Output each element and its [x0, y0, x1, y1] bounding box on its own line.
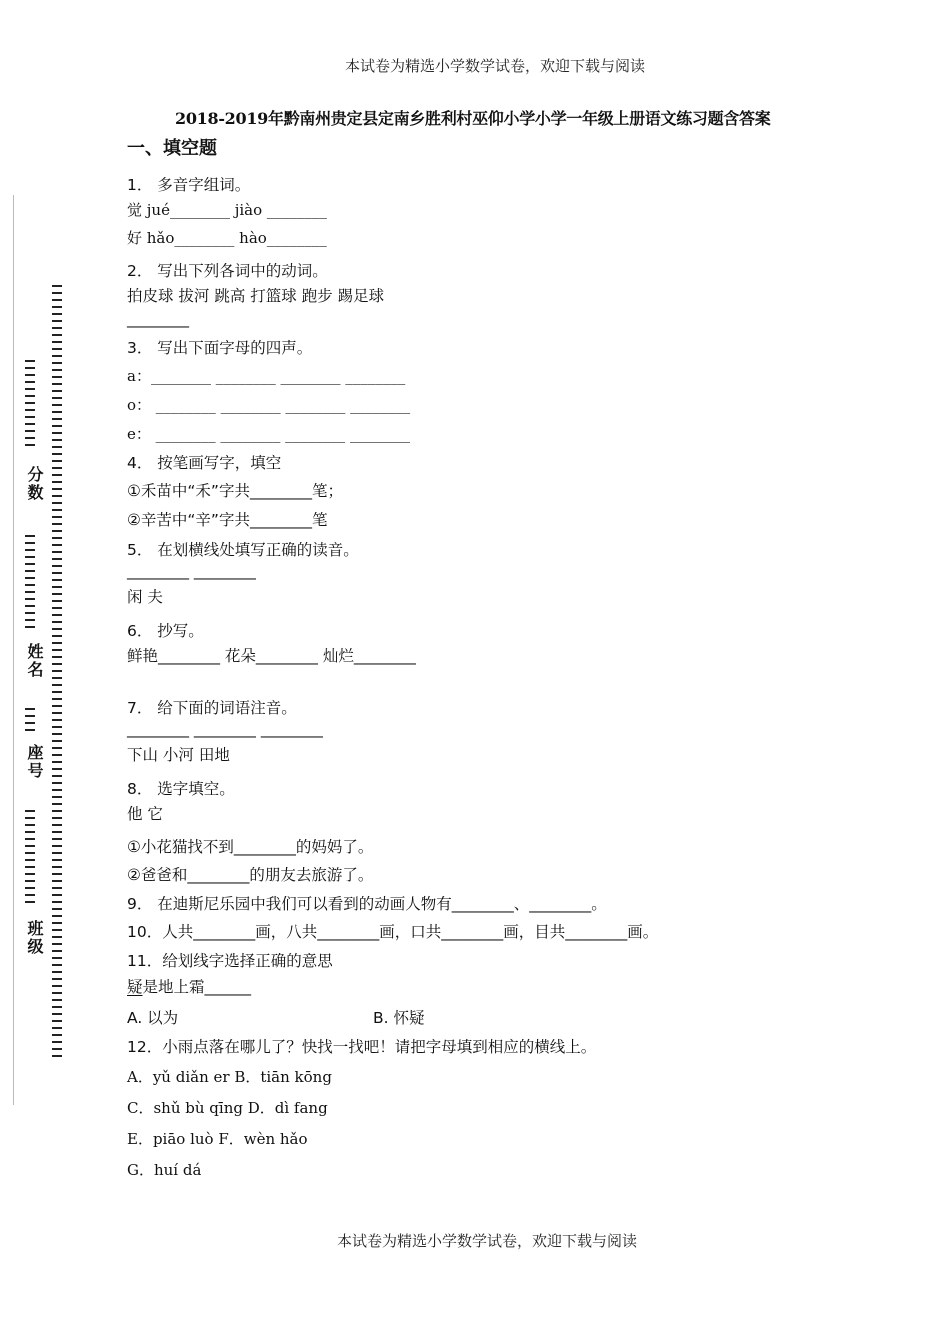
question-4-line-1: ①禾苗中“禾”字共________笔；	[127, 482, 343, 500]
question-8-stem: 8． 选字填空。	[127, 780, 235, 798]
page-header: 本试卷为精选小学数学试卷，欢迎下载与阅读	[345, 57, 646, 75]
binding-label-seat: 座号	[25, 744, 44, 780]
binding-label-name: 姓名	[25, 643, 44, 679]
document-title: 2018-2019年黔南州贵定县定南乡胜利村巫仰小学小学一年级上册语文练习题含答案	[175, 109, 771, 128]
question-12-row-4: G．huí dá	[127, 1161, 202, 1179]
question-6-line: 鲜艳________ 花朵________ 灿烂________	[127, 647, 416, 665]
question-8-chars: 他 它	[127, 805, 163, 823]
question-4-stem: 4． 按笔画写字，填空	[127, 454, 282, 472]
question-3-o: o： ________ ________ ________ ________	[127, 396, 411, 414]
question-7-blanks: ________ ________ ________	[127, 720, 323, 738]
question-5-words: 闲 夫	[127, 588, 163, 606]
question-11-stem: 11．给划线字选择正确的意思	[127, 952, 333, 970]
binding-dashes-1	[52, 285, 62, 1062]
page-footer: 本试卷为精选小学数学试卷，欢迎下载与阅读	[337, 1232, 638, 1250]
question-5-blanks: ________ ________	[127, 562, 256, 580]
binding-label-score: 分数	[25, 466, 44, 502]
question-11-sentence-rest: 是地上霜______	[142, 978, 252, 996]
binding-dashes-2	[25, 360, 35, 451]
question-12-row-2: C．shǔ bù qīng D．dì fang	[127, 1099, 328, 1117]
question-12-row-3: E．piāo luò F．wèn hǎo	[127, 1130, 308, 1148]
binding-dashes-4	[25, 708, 35, 736]
binding-margin-line	[13, 195, 14, 1105]
question-11-option-b: B. 怀疑	[373, 1009, 425, 1027]
question-2-blank: ________	[127, 310, 189, 328]
question-4-line-2: ②辛苦中“辛”字共________笔	[127, 511, 328, 529]
question-5-stem: 5． 在划横线处填写正确的读音。	[127, 541, 359, 559]
binding-dashes-5	[25, 810, 35, 908]
question-3-stem: 3． 写出下面字母的四声。	[127, 339, 313, 357]
question-1-line-1: 觉 jué________ jiào ________	[127, 201, 327, 219]
question-1-stem: 1． 多音字组词。	[127, 176, 251, 194]
question-11-option-a: A. 以为	[127, 1009, 179, 1027]
question-7-words: 下山 小河 田地	[127, 746, 230, 764]
binding-label-class: 班级	[25, 920, 44, 956]
underlined-character: 疑	[127, 978, 143, 996]
question-7-stem: 7． 给下面的词语注音。	[127, 699, 297, 717]
binding-dashes-3	[25, 535, 35, 633]
question-8-line-1: ①小花猫找不到________的妈妈了。	[127, 838, 374, 856]
section-heading: 一、填空题	[127, 138, 217, 159]
question-12-row-1: A．yǔ diǎn er B．tiān kōng	[127, 1068, 332, 1086]
question-2-stem: 2． 写出下列各词中的动词。	[127, 262, 328, 280]
question-3-e: e： ________ ________ ________ ________	[127, 425, 410, 443]
question-12-stem: 12．小雨点落在哪儿了？快找一找吧！请把字母填到相应的横线上。	[127, 1038, 597, 1056]
question-10: 10．人共________画，八共________画，口共________画，目共________画。	[127, 923, 659, 941]
question-8-line-2: ②爸爸和________的朋友去旅游了。	[127, 866, 374, 884]
question-6-stem: 6． 抄写。	[127, 622, 204, 640]
question-11-sentence	[127, 975, 251, 997]
question-1-line-2: 好 hǎo________ hào________	[127, 229, 327, 247]
question-3-a: a：________ ________ ________ ________	[127, 367, 406, 385]
question-9: 9． 在迪斯尼乐园中我们可以看到的动画人物有________、________。	[127, 895, 607, 913]
question-2-words: 拍皮球 拔河 跳高 打篮球 跑步 踢足球	[127, 287, 385, 305]
